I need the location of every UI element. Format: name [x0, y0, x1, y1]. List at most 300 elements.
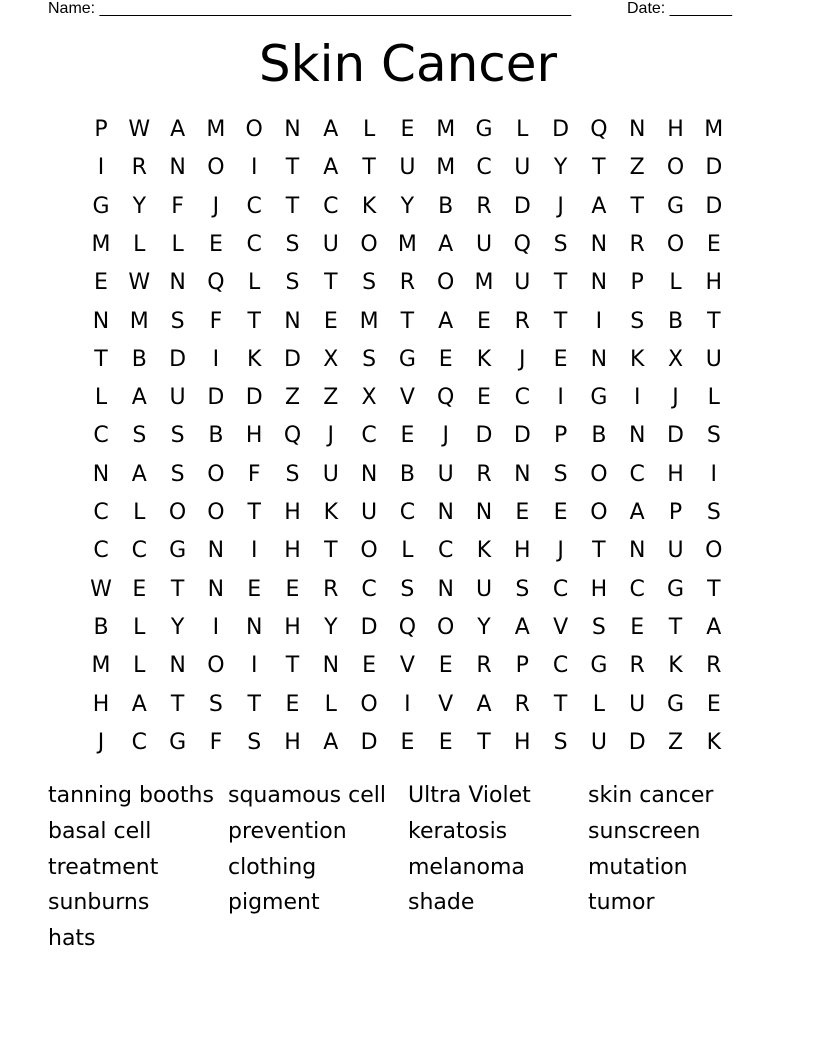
grid-letter: W [128, 270, 151, 296]
grid-letter: R [323, 576, 339, 602]
grid-letter: Q [398, 614, 417, 640]
grid-letter: R [706, 653, 722, 679]
grid-letter: N [628, 423, 646, 449]
grid-letter: T [324, 270, 338, 296]
grid-letter: C [131, 538, 147, 564]
grid-letter: M [206, 117, 226, 142]
grid-letter: C [323, 193, 339, 219]
grid-letter: N [628, 117, 646, 142]
grid-letter: T [553, 308, 568, 334]
grid-letter: O [590, 500, 608, 525]
grid-letter: R [629, 231, 645, 257]
grid-letter: U [590, 729, 607, 755]
grid-letter: F [209, 729, 223, 755]
grid-letter: C [246, 231, 262, 257]
word-list-item: basal cell [48, 818, 152, 844]
grid-letter: D [705, 155, 723, 181]
grid-letter: D [705, 193, 723, 219]
grid-letter: A [438, 308, 454, 334]
grid-letter: C [93, 423, 109, 449]
grid-letter: A [629, 500, 645, 525]
word-list-item: hats [48, 926, 96, 952]
grid-letter: Q [513, 231, 531, 257]
grid-letter: R [514, 308, 530, 334]
grid-letter: A [323, 729, 339, 755]
grid-letter: T [592, 538, 606, 564]
grid-letter: E [400, 117, 415, 142]
grid-letter: D [360, 729, 378, 755]
grid-letter: Q [283, 423, 302, 449]
grid-letter: Y [553, 155, 568, 181]
grid-letter: Q [437, 385, 455, 411]
grid-letter: E [208, 231, 223, 257]
grid-letter: J [327, 423, 335, 449]
grid-letter: T [477, 729, 491, 755]
grid-letter: I [557, 385, 564, 411]
grid-letter: H [514, 538, 531, 564]
grid-letter: G [666, 193, 685, 219]
grid-letter: E [553, 346, 568, 372]
grid-letter: G [666, 691, 685, 717]
grid-letter: C [438, 538, 454, 564]
grid-letter: R [629, 653, 645, 679]
grid-letter: T [170, 576, 185, 602]
grid-letter: P [668, 500, 683, 525]
grid-letter: H [284, 729, 301, 755]
grid-letter: I [212, 614, 220, 640]
page-title: Skin Cancer [258, 35, 558, 93]
word-list-item: melanoma [408, 854, 525, 880]
grid-letter: L [324, 691, 337, 717]
grid-letter: R [476, 461, 492, 487]
grid-letter: C [629, 576, 645, 602]
grid-letter: L [362, 117, 376, 142]
grid-letter: H [667, 117, 684, 142]
word-list-item: shade [408, 890, 475, 916]
grid-letter: U [169, 385, 186, 411]
grid-letter: A [131, 461, 147, 487]
grid-letter: B [399, 461, 415, 487]
grid-letter: A [131, 385, 147, 411]
grid-letter: M [91, 653, 111, 679]
grid-letter: D [245, 385, 263, 411]
grid-letter: E [323, 308, 338, 334]
grid-letter: K [476, 538, 492, 564]
word-list-item: Ultra Violet [408, 783, 531, 808]
grid-letter: U [399, 155, 416, 181]
grid-letter: N [628, 538, 646, 564]
header [48, 0, 748, 20]
grid-letter: E [400, 729, 415, 755]
grid-letter: S [362, 346, 377, 372]
word-list-item: treatment [48, 854, 159, 880]
grid-letter: L [669, 270, 682, 296]
grid-letter: K [246, 346, 262, 372]
grid-letter: U [667, 538, 684, 564]
grid-letter: S [362, 270, 377, 296]
grid-letter: R [476, 653, 492, 679]
grid-letter: W [128, 117, 151, 142]
word-list-item: skin cancer [588, 783, 714, 808]
grid-letter: S [247, 729, 262, 755]
grid-letter: H [705, 270, 723, 296]
grid-letter: J [97, 729, 105, 755]
grid-letter: E [400, 423, 415, 449]
grid-letter: E [706, 691, 721, 717]
grid-letter: A [131, 691, 147, 717]
grid-letter: L [401, 538, 414, 564]
grid-letter: E [285, 576, 300, 602]
grid-letter: T [285, 193, 300, 219]
grid-letter: J [442, 423, 449, 449]
grid-letter: C [552, 576, 569, 602]
grid-letter: I [595, 308, 603, 334]
grid-letter: T [285, 653, 300, 679]
grid-letter: O [590, 461, 608, 487]
grid-letter: U [705, 346, 722, 372]
grid-letter: N [590, 270, 608, 296]
grid-letter: N [207, 538, 225, 564]
grid-letter: F [171, 193, 184, 219]
grid-letter: Z [323, 385, 339, 411]
grid-letter: I [212, 346, 220, 372]
grid-letter: N [92, 308, 110, 334]
grid-letter: T [553, 691, 568, 717]
grid-letter: D [513, 193, 531, 219]
grid-letter: C [131, 729, 147, 755]
grid-letter: C [399, 500, 416, 525]
grid-letter: N [169, 653, 186, 679]
grid-letter: U [322, 461, 339, 487]
grid-letter: T [707, 576, 721, 602]
grid-letter: N [92, 461, 110, 487]
grid-letter: T [247, 308, 261, 334]
grid-letter: J [557, 193, 564, 219]
grid-letter: S [285, 461, 300, 487]
grid-letter: I [97, 155, 105, 181]
grid-letter: Q [590, 117, 608, 142]
grid-letter: O [207, 500, 225, 525]
grid-letter: G [590, 653, 608, 679]
grid-letter: E [247, 576, 262, 602]
grid-letter: L [133, 500, 146, 525]
grid-letter: K [668, 653, 683, 679]
grid-letter: M [359, 308, 379, 334]
grid-letter: S [208, 691, 223, 717]
word-list-item: clothing [228, 854, 317, 880]
grid-letter: V [399, 385, 415, 411]
grid-letter: S [170, 308, 185, 334]
grid-letter: E [285, 691, 300, 717]
grid-letter: T [592, 155, 606, 181]
grid-letter: L [248, 270, 261, 296]
grid-letter: U [437, 461, 454, 487]
grid-letter: I [404, 691, 411, 717]
grid-letter: B [131, 346, 147, 372]
grid-letter: O [360, 231, 378, 257]
grid-letter: A [514, 614, 530, 640]
grid-letter: I [250, 653, 258, 679]
grid-letter: D [207, 385, 225, 411]
grid-letter: M [91, 231, 111, 257]
grid-letter: U [629, 691, 646, 717]
grid-letter: A [476, 691, 492, 717]
grid-letter: S [706, 500, 721, 525]
grid-letter: Z [284, 385, 301, 411]
grid-letter: T [707, 308, 721, 334]
grid-letter: T [400, 308, 415, 334]
grid-letter: C [514, 385, 530, 411]
grid-letter: S [170, 461, 185, 487]
grid-letter: L [133, 614, 146, 640]
grid-letter: U [475, 576, 493, 602]
grid-letter: I [250, 538, 258, 564]
grid-letter: N [169, 270, 186, 296]
grid-letter: D [284, 346, 301, 372]
word-list-item: sunburns [48, 890, 150, 916]
grid-letter: N [475, 500, 493, 525]
grid-letter: K [706, 729, 722, 755]
grid-letter: C [552, 653, 569, 679]
word-list-item: tumor [588, 890, 655, 916]
grid-letter: A [591, 193, 607, 219]
grid-letter: C [361, 576, 377, 602]
grid-letter: O [437, 614, 455, 640]
grid-letter: N [322, 653, 340, 679]
word-list-item: prevention [228, 818, 347, 844]
grid-letter: N [437, 500, 454, 525]
grid-letter: E [706, 231, 721, 257]
grid-letter: N [284, 308, 301, 334]
grid-letter: T [362, 155, 376, 181]
grid-letter: N [284, 117, 301, 142]
grid-letter: N [437, 576, 454, 602]
grid-letter: X [361, 385, 377, 411]
grid-letter: A [170, 117, 186, 142]
grid-letter: S [630, 308, 645, 334]
grid-letter: P [553, 423, 568, 449]
grid-letter: J [557, 538, 564, 564]
grid-letter: E [630, 614, 645, 640]
grid-letter: S [706, 423, 721, 449]
grid-letter: M [129, 308, 149, 334]
grid-letter: F [209, 308, 223, 334]
name-field-label[interactable]: Name: _____________________________________________________ [48, 0, 572, 17]
grid-letter: L [592, 691, 606, 717]
grid-letter: E [132, 576, 147, 602]
grid-letter: M [397, 231, 417, 257]
grid-letter: E [477, 385, 491, 411]
grid-letter: O [705, 538, 723, 564]
grid-letter: H [514, 729, 531, 755]
grid-letter: E [438, 653, 453, 679]
grid-letter: D [169, 346, 187, 372]
grid-letter: E [362, 653, 377, 679]
grid-letter: T [553, 270, 568, 296]
grid-letter: K [629, 346, 645, 372]
grid-letter: A [323, 155, 339, 181]
grid-letter: K [361, 193, 377, 219]
grid-letter: H [284, 500, 301, 525]
grid-letter: T [668, 614, 683, 640]
grid-letter: T [247, 500, 261, 525]
grid-letter: Y [170, 614, 185, 640]
grid-letter: K [476, 346, 492, 372]
grid-letter: A [706, 614, 722, 640]
grid-letter: Y [324, 614, 338, 640]
grid-letter: E [515, 500, 530, 525]
grid-letter: J [212, 193, 220, 219]
word-list-item: mutation [588, 854, 688, 880]
grid-letter: C [629, 461, 645, 487]
grid-letter: G [169, 538, 187, 564]
grid-letter: S [515, 576, 530, 602]
grid-letter: L [133, 653, 146, 679]
grid-letter: C [93, 538, 109, 564]
grid-letter: R [399, 270, 416, 296]
grid-letter: C [476, 155, 492, 181]
grid-letter: D [360, 614, 378, 640]
grid-letter: I [710, 461, 718, 487]
grid-letter: D [513, 423, 531, 449]
grid-letter: N [590, 231, 608, 257]
grid-letter: E [438, 729, 453, 755]
grid-letter: D [667, 423, 684, 449]
grid-letter: G [92, 193, 110, 219]
grid-letter: M [474, 270, 494, 296]
letter-grid [82, 111, 734, 763]
grid-letter: G [666, 576, 685, 602]
grid-letter: N [590, 346, 608, 372]
grid-letter: S [400, 576, 415, 602]
grid-letter: L [94, 385, 108, 411]
grid-letter: U [361, 500, 378, 525]
grid-letter: O [437, 270, 455, 296]
grid-letter: G [398, 346, 416, 372]
grid-letter: B [591, 423, 607, 449]
grid-letter: P [630, 270, 644, 296]
grid-letter: O [360, 538, 378, 564]
grid-letter: L [516, 117, 529, 142]
grid-letter: O [207, 461, 225, 487]
grid-letter: O [207, 155, 225, 181]
grid-letter: N [514, 461, 531, 487]
grid-letter: S [591, 614, 606, 640]
grid-letter: O [360, 691, 378, 717]
grid-letter: H [284, 614, 301, 640]
grid-letter: J [519, 346, 526, 372]
grid-letter: P [94, 117, 108, 142]
grid-letter: D [628, 729, 646, 755]
grid-letter: A [438, 231, 454, 257]
grid-letter: U [475, 231, 493, 257]
grid-letter: I [633, 385, 641, 411]
grid-letter: V [438, 691, 454, 717]
grid-letter: M [436, 117, 456, 142]
grid-letter: E [94, 270, 108, 296]
grid-letter: P [515, 653, 529, 679]
grid-letter: D [552, 117, 570, 142]
grid-letter: A [323, 117, 339, 142]
word-list-item: pigment [228, 890, 320, 916]
grid-letter: T [170, 691, 185, 717]
grid-letter: M [704, 117, 724, 142]
grid-letter: X [667, 346, 684, 372]
grid-letter: O [207, 653, 225, 679]
grid-letter: U [322, 231, 339, 257]
grid-letter: N [360, 461, 378, 487]
grid-letter: B [667, 308, 684, 334]
grid-letter: H [245, 423, 263, 449]
date-field-label[interactable]: Date: _______ [627, 0, 732, 17]
grid-letter: X [323, 346, 339, 372]
grid-letter: Y [400, 193, 415, 219]
grid-letter: O [168, 500, 187, 525]
grid-letter: C [93, 500, 109, 525]
grid-letter: B [208, 423, 224, 449]
grid-letter: H [284, 538, 301, 564]
grid-letter: V [399, 653, 415, 679]
grid-letter: S [132, 423, 147, 449]
grid-letter: D [475, 423, 493, 449]
grid-letter: Z [629, 155, 645, 181]
grid-letter: T [285, 155, 300, 181]
word-list-item: squamous cell [228, 783, 386, 808]
grid-letter: U [514, 155, 531, 181]
word-list-item: sunscreen [588, 818, 701, 844]
grid-letter: N [207, 576, 225, 602]
grid-letter: I [250, 155, 258, 181]
grid-letter: E [553, 500, 568, 525]
grid-letter: G [169, 729, 187, 755]
grid-letter: R [476, 193, 492, 219]
grid-letter: S [285, 270, 300, 296]
grid-letter: U [514, 270, 531, 296]
grid-letter: O [666, 231, 685, 257]
grid-letter: O [245, 117, 263, 142]
word-list-item: keratosis [408, 818, 508, 844]
grid-letter: S [553, 461, 568, 487]
grid-letter: S [553, 729, 568, 755]
grid-letter: E [477, 308, 491, 334]
grid-letter: V [553, 614, 569, 640]
grid-letter: S [285, 231, 300, 257]
grid-letter: G [590, 385, 608, 411]
grid-letter: T [247, 691, 261, 717]
grid-letter: L [707, 385, 720, 411]
grid-letter: Z [667, 729, 684, 755]
word-list [48, 778, 788, 958]
grid-letter: H [667, 461, 684, 487]
word-list-item: tanning booths [48, 783, 214, 808]
grid-letter: R [131, 155, 147, 181]
grid-letter: T [324, 538, 338, 564]
grid-letter: H [590, 576, 608, 602]
grid-letter: S [170, 423, 185, 449]
grid-letter: B [438, 193, 454, 219]
grid-letter: Y [477, 614, 491, 640]
grid-letter: Q [207, 270, 225, 296]
grid-letter: C [361, 423, 377, 449]
grid-letter: W [90, 576, 112, 602]
grid-letter: B [93, 614, 109, 640]
grid-letter: O [666, 155, 685, 181]
grid-letter: N [245, 614, 263, 640]
grid-letter: T [94, 346, 108, 372]
grid-letter: F [247, 461, 261, 487]
grid-letter: Y [132, 193, 147, 219]
grid-letter: C [246, 193, 262, 219]
